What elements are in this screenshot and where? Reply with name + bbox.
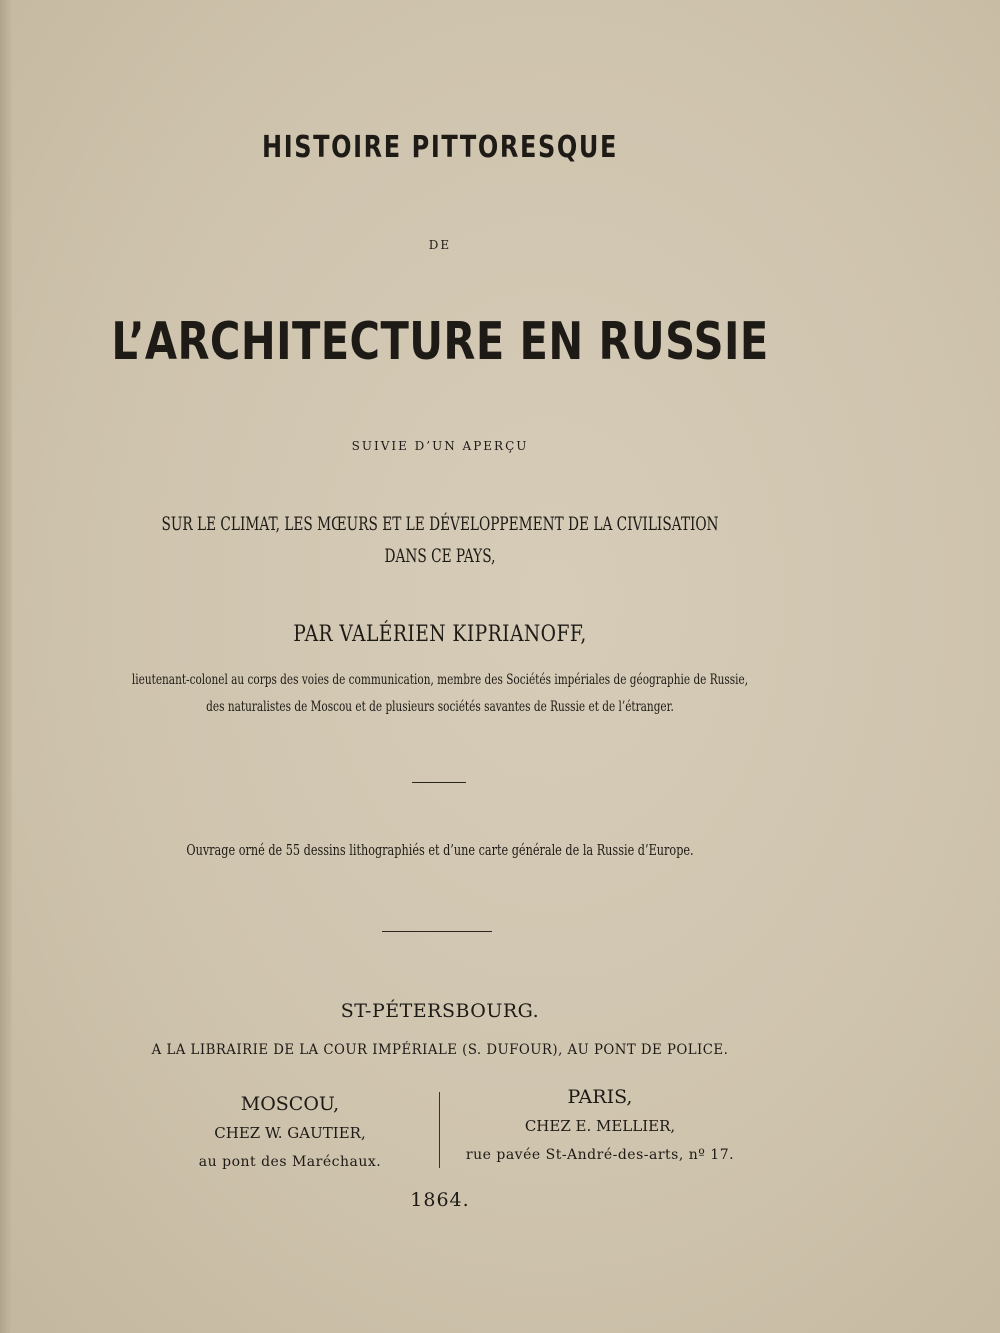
author-qualifications [110, 667, 770, 721]
imprint-moscou [160, 1090, 420, 1176]
moscou-address: au pont des Maréchaux. [198, 1154, 382, 1170]
author-line: PAR VALÉRIEN KIPRIANOFF, [293, 622, 587, 647]
subject-lines [123, 508, 757, 572]
paris-city: PARIS, [567, 1086, 633, 1108]
subject-line-1: SUR LE CLIMAT, LES MŒURS ET LE DÉVELOPPEMENT DE LA CIVILISATION [161, 513, 719, 535]
publication-year: 1864. [410, 1189, 470, 1211]
subtitle-suivie: SUIVIE D’UN APERÇU [351, 439, 529, 453]
publisher-line: A LA LIBRAIRIE DE LA COUR IMPÉRIALE (S. DUFOUR), AU PONT DE POLICE. [151, 1042, 729, 1058]
qualification-line-1: lieutenant-colonel au corps des voies de communication, membre des Sociétés impériales de géographie de Russie, [131, 672, 749, 688]
imprint-paris [455, 1083, 745, 1169]
publisher-city: ST-PÉTERSBOURG. [340, 1000, 540, 1022]
moscou-chez: CHEZ W. GAUTIER, [214, 1124, 366, 1142]
title-top: HISTOIRE PITTORESQUE [262, 130, 618, 165]
main-title: L’ARCHITECTURE EN RUSSIE [111, 312, 769, 372]
ouvrage-note: Ouvrage orné de 55 dessins lithographiés et d’une carte générale de la Russie d’Europe. [186, 841, 694, 859]
divider-long [382, 931, 492, 932]
qualification-line-2: des naturalistes de Moscou et de plusieurs sociétés savantes de Russie et de l’étranger. [206, 699, 674, 715]
moscou-city: MOSCOU, [240, 1093, 340, 1115]
paris-chez: CHEZ E. MELLIER, [524, 1117, 676, 1135]
title-de: DE [428, 238, 452, 252]
divider-short [412, 782, 466, 783]
paris-address: rue pavée St-André-des-arts, nº 17. [465, 1147, 735, 1163]
imprint-separator [439, 1092, 440, 1168]
subject-line-2: DANS CE PAYS, [384, 545, 496, 567]
page-edge [0, 0, 12, 1333]
